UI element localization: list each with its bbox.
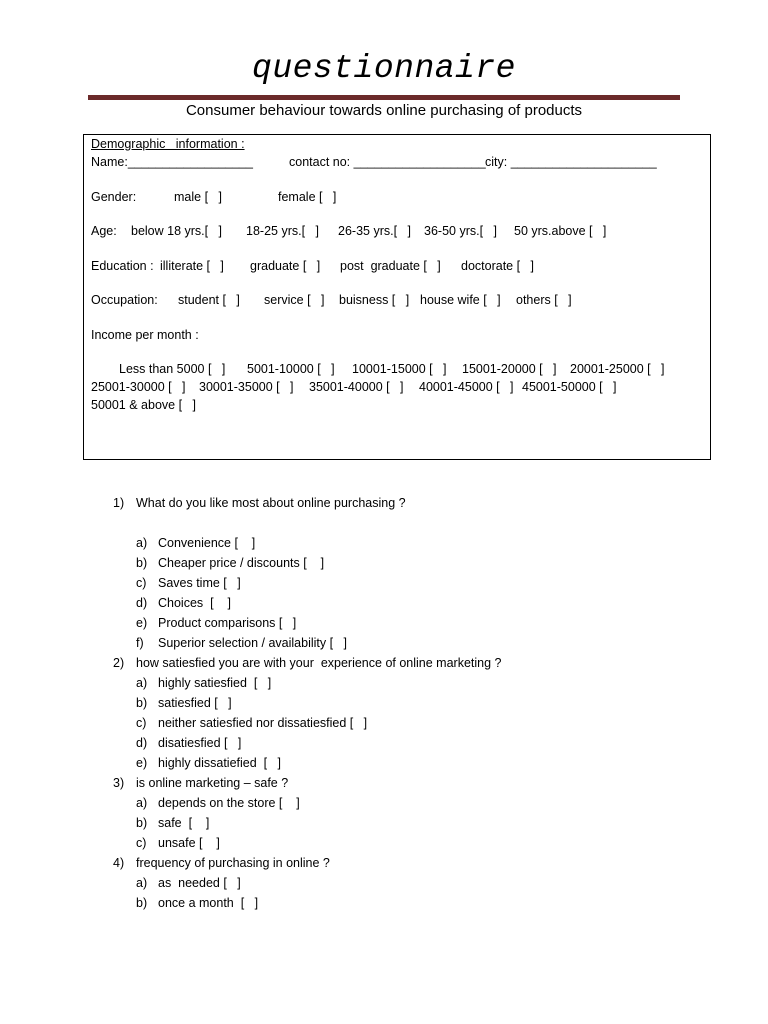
answer-option[interactable]: highly satiesfied [ ]: [158, 676, 272, 690]
education-option[interactable]: illiterate [ ]: [160, 259, 224, 273]
age-label: Age:: [91, 224, 117, 238]
option-letter: b): [136, 816, 148, 830]
answer-option[interactable]: depends on the store [ ]: [158, 796, 300, 810]
age-option[interactable]: 26-35 yrs.[ ]: [338, 224, 411, 238]
answer-option[interactable]: unsafe [ ]: [158, 836, 220, 850]
option-letter: b): [136, 896, 148, 910]
education-label: Education :: [91, 259, 154, 273]
option-letter: a): [136, 876, 148, 890]
gender-label: Gender:: [91, 190, 137, 204]
occupation-option[interactable]: house wife [ ]: [420, 293, 501, 307]
answer-option[interactable]: safe [ ]: [158, 816, 210, 830]
answer-option[interactable]: neither satiesfied nor dissatiesfied [ ]: [158, 716, 368, 730]
option-letter: f): [136, 636, 144, 650]
income-option[interactable]: Less than 5000 [ ]: [119, 362, 226, 376]
answer-option[interactable]: highly dissatiefied [ ]: [158, 756, 281, 770]
gender-option-male[interactable]: male [ ]: [174, 190, 222, 204]
question-text: how satiesfied you are with your experience of online marketing ?: [136, 656, 502, 670]
answer-option[interactable]: Product comparisons [ ]: [158, 616, 297, 630]
occupation-label: Occupation:: [91, 293, 158, 307]
answer-option[interactable]: as needed [ ]: [158, 876, 241, 890]
occupation-option[interactable]: student [ ]: [178, 293, 240, 307]
option-letter: c): [136, 716, 147, 730]
option-letter: c): [136, 836, 147, 850]
answer-option[interactable]: Convenience [ ]: [158, 536, 256, 550]
income-option[interactable]: 50001 & above [ ]: [91, 398, 196, 412]
age-option[interactable]: below 18 yrs.[ ]: [131, 224, 223, 238]
income-option[interactable]: 5001-10000 [ ]: [247, 362, 335, 376]
answer-option[interactable]: once a month [ ]: [158, 896, 259, 910]
education-option[interactable]: doctorate [ ]: [461, 259, 534, 273]
age-option[interactable]: 36-50 yrs.[ ]: [424, 224, 497, 238]
question-number: 3): [113, 776, 125, 790]
question-number: 4): [113, 856, 125, 870]
education-option[interactable]: post graduate [ ]: [340, 259, 441, 273]
document-subtitle: Consumer behaviour towards online purchasing of products: [185, 102, 583, 119]
answer-option[interactable]: satiesfied [ ]: [158, 696, 232, 710]
contact-field[interactable]: contact no: ___________________: [289, 155, 486, 169]
income-option[interactable]: 40001-45000 [ ]: [419, 380, 514, 394]
answer-option[interactable]: Saves time [ ]: [158, 576, 241, 590]
demographic-section: [83, 134, 711, 460]
question-text: is online marketing – safe ?: [136, 776, 289, 790]
option-letter: a): [136, 536, 148, 550]
option-letter: e): [136, 756, 148, 770]
document-title: questionnaire: [252, 50, 516, 87]
question-number: 1): [113, 496, 125, 510]
income-option[interactable]: 20001-25000 [ ]: [570, 362, 665, 376]
city-field[interactable]: city: _____________________: [485, 155, 657, 169]
answer-option[interactable]: Choices [ ]: [158, 596, 231, 610]
education-option[interactable]: graduate [ ]: [250, 259, 321, 273]
income-option[interactable]: 35001-40000 [ ]: [309, 380, 404, 394]
age-option[interactable]: 50 yrs.above [ ]: [514, 224, 607, 238]
occupation-option[interactable]: others [ ]: [516, 293, 572, 307]
question-text: What do you like most about online purchasing ?: [136, 496, 406, 510]
option-letter: a): [136, 676, 148, 690]
option-letter: b): [136, 556, 148, 570]
option-letter: a): [136, 796, 148, 810]
occupation-option[interactable]: buisness [ ]: [339, 293, 410, 307]
income-option[interactable]: 45001-50000 [ ]: [522, 380, 617, 394]
age-option[interactable]: 18-25 yrs.[ ]: [246, 224, 319, 238]
option-letter: d): [136, 596, 148, 610]
option-letter: e): [136, 616, 148, 630]
income-option[interactable]: 25001-30000 [ ]: [91, 380, 186, 394]
option-letter: b): [136, 696, 148, 710]
answer-option[interactable]: disatiesfied [ ]: [158, 736, 242, 750]
occupation-option[interactable]: service [ ]: [264, 293, 325, 307]
option-letter: c): [136, 576, 147, 590]
income-label: Income per month :: [91, 328, 199, 342]
title-divider: [88, 95, 680, 100]
income-option[interactable]: 15001-20000 [ ]: [462, 362, 557, 376]
option-letter: d): [136, 736, 148, 750]
name-field[interactable]: Name:__________________: [91, 155, 253, 169]
answer-option[interactable]: Superior selection / availability [ ]: [158, 636, 347, 650]
question-text: frequency of purchasing in online ?: [136, 856, 330, 870]
demographic-heading: Demographic information :: [91, 137, 245, 151]
gender-option-female[interactable]: female [ ]: [278, 190, 337, 204]
answer-option[interactable]: Cheaper price / discounts [ ]: [158, 556, 325, 570]
income-option[interactable]: 10001-15000 [ ]: [352, 362, 447, 376]
question-number: 2): [113, 656, 125, 670]
income-option[interactable]: 30001-35000 [ ]: [199, 380, 294, 394]
